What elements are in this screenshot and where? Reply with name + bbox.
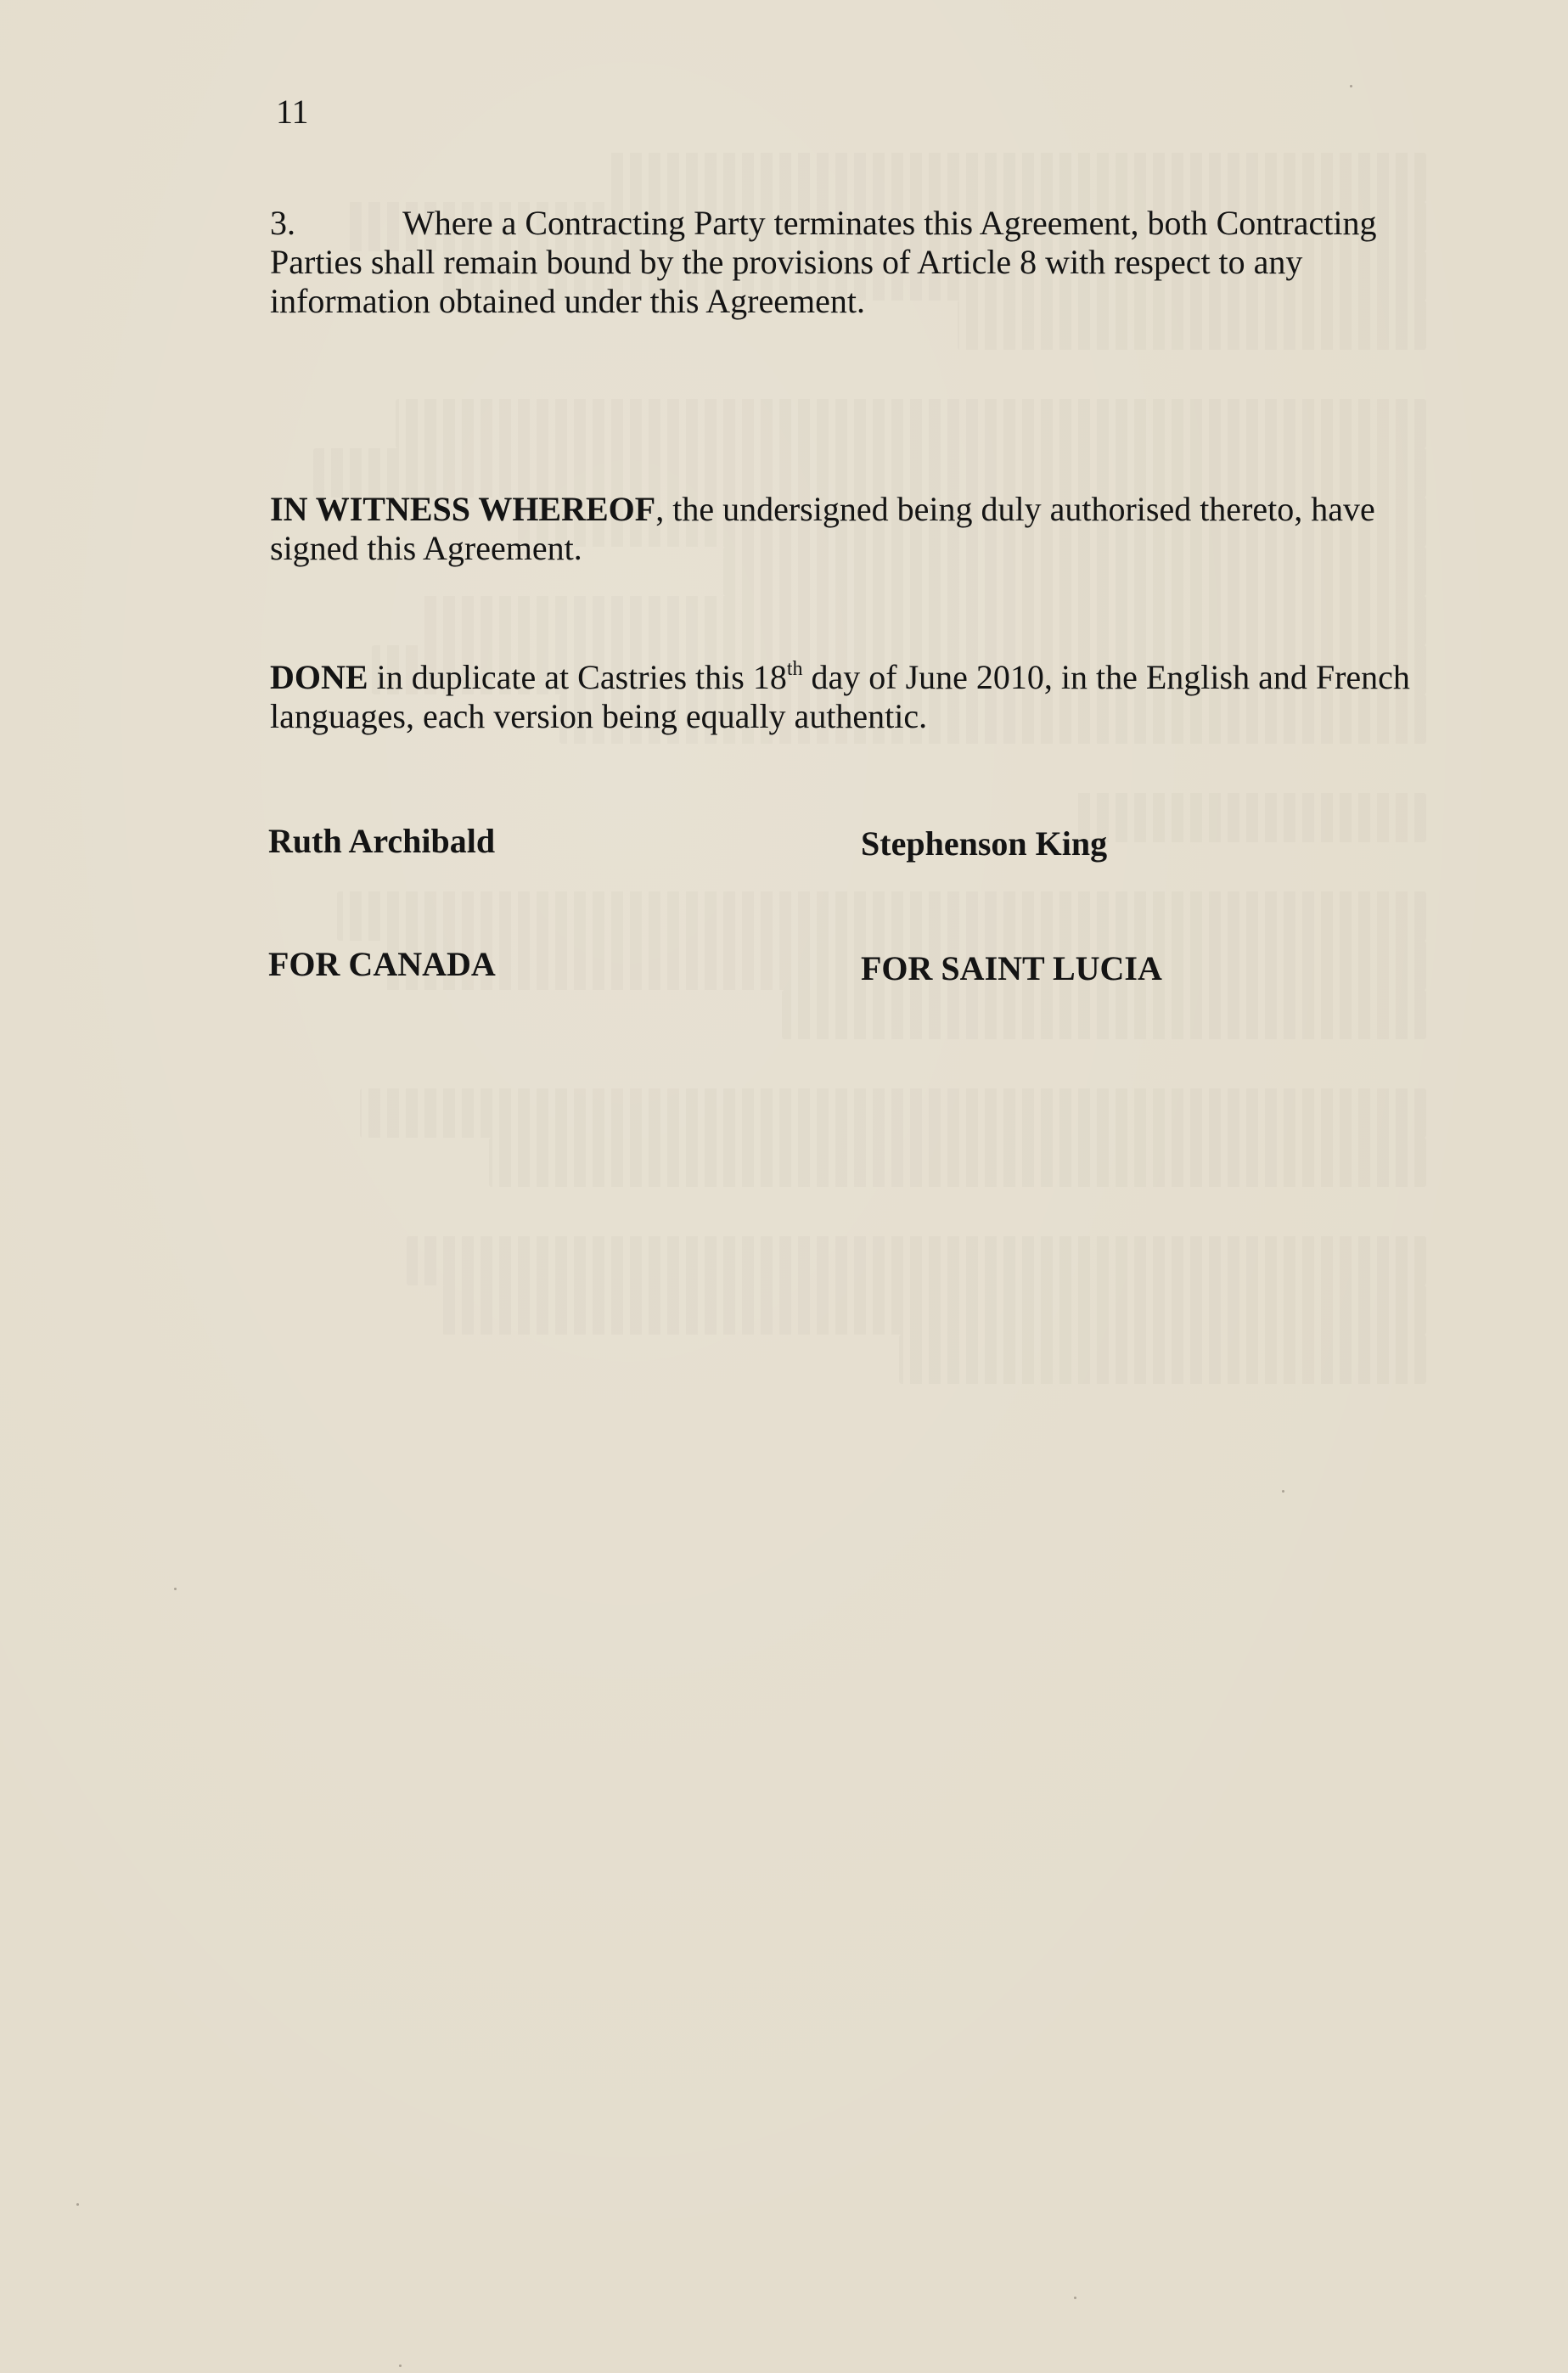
done-text-before: in duplicate at Castries this 18 — [368, 658, 787, 696]
paper-speck — [1282, 1490, 1284, 1493]
signatory-country-canada: FOR CANADA — [268, 945, 496, 983]
paper-speck — [1350, 85, 1352, 87]
paragraph-3-text: Where a Contracting Party terminates this Agreement, both Contracting Parties shall remain bound by the provisions of Article 8 with respect to any information obtained under this Agreement. — [270, 204, 1377, 320]
done-superscript: th — [786, 658, 803, 680]
done-clause — [270, 658, 1458, 736]
page-number: 11 — [276, 93, 309, 131]
done-lead: DONE — [270, 658, 368, 696]
paper-speck — [399, 2365, 402, 2367]
witness-lead: IN WITNESS WHEREOF — [270, 490, 656, 528]
paper-speck — [174, 1588, 177, 1590]
paper-speck — [1074, 2297, 1076, 2299]
paragraph-3 — [270, 204, 1458, 321]
paper-speck — [76, 2203, 79, 2206]
signatory-country-saint-lucia: FOR SAINT LUCIA — [861, 949, 1162, 987]
show-through-text — [255, 153, 1426, 1426]
paragraph-number: 3. — [270, 204, 295, 242]
signatory-name-canada: Ruth Archibald — [268, 822, 496, 860]
done-text-after: day of June 2010, in the English and French languages, each version being equally authentic. — [270, 658, 1410, 735]
witness-clause — [270, 490, 1458, 568]
signatory-name-saint-lucia: Stephenson King — [861, 824, 1108, 863]
witness-text: , the undersigned being duly authorised thereto, have signed this Agreement. — [270, 490, 1375, 567]
